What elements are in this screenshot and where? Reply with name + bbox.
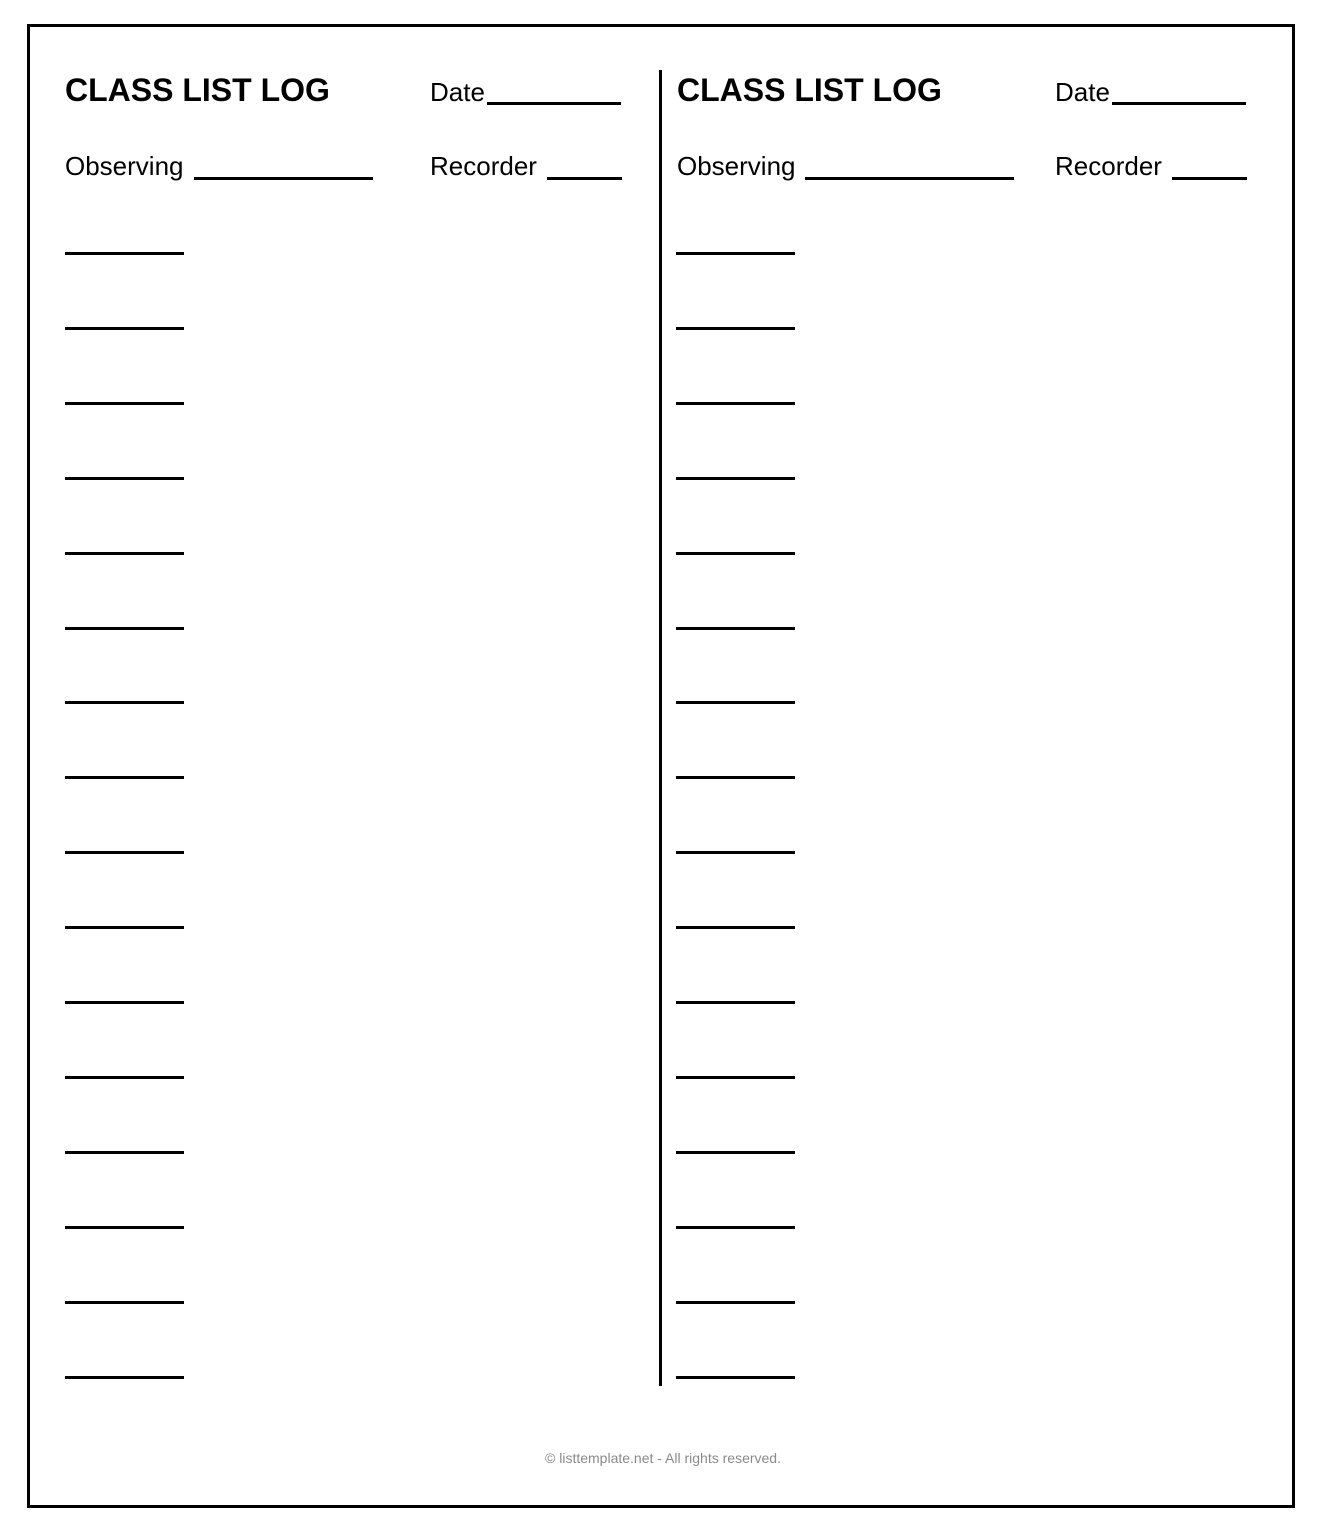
student-entry-line[interactable]: [65, 701, 184, 704]
student-entry-line[interactable]: [65, 402, 184, 405]
observing-label: Observing: [65, 151, 184, 181]
recorder-label: Recorder: [430, 151, 537, 181]
student-entry-line[interactable]: [676, 1076, 795, 1079]
student-entry-line[interactable]: [65, 1226, 184, 1229]
recorder-field[interactable]: [547, 177, 622, 180]
form-title: CLASS LIST LOG: [677, 72, 942, 108]
student-entry-line[interactable]: [676, 1376, 795, 1379]
copyright-footer: © listtemplate.net - All rights reserved.: [545, 1450, 781, 1466]
recorder-field[interactable]: [1172, 177, 1247, 180]
student-entry-line[interactable]: [65, 926, 184, 929]
student-entry-line[interactable]: [65, 1001, 184, 1004]
date-field[interactable]: [487, 102, 621, 105]
student-entry-line[interactable]: [676, 1151, 795, 1154]
student-entry-line[interactable]: [65, 851, 184, 854]
student-entry-line[interactable]: [676, 1226, 795, 1229]
student-entry-line[interactable]: [65, 1076, 184, 1079]
date-label: Date: [1055, 77, 1110, 107]
student-entry-line[interactable]: [676, 926, 795, 929]
student-entry-line[interactable]: [65, 776, 184, 779]
observing-label: Observing: [677, 151, 796, 181]
date-label: Date: [430, 77, 485, 107]
student-entry-line[interactable]: [65, 627, 184, 630]
student-entry-line[interactable]: [65, 252, 184, 255]
student-entry-line[interactable]: [65, 1376, 184, 1379]
recorder-label: Recorder: [1055, 151, 1162, 181]
observing-field[interactable]: [805, 177, 1014, 180]
student-entry-line[interactable]: [65, 477, 184, 480]
observing-field[interactable]: [194, 177, 373, 180]
student-entry-line[interactable]: [676, 552, 795, 555]
student-entry-line[interactable]: [65, 327, 184, 330]
form-title: CLASS LIST LOG: [65, 72, 330, 108]
student-entry-line[interactable]: [676, 627, 795, 630]
student-entry-line[interactable]: [676, 776, 795, 779]
date-field[interactable]: [1112, 102, 1246, 105]
student-entry-line[interactable]: [65, 552, 184, 555]
student-entry-line[interactable]: [676, 252, 795, 255]
student-entry-line[interactable]: [676, 327, 795, 330]
student-entry-line[interactable]: [676, 1301, 795, 1304]
student-entry-line[interactable]: [676, 851, 795, 854]
student-entry-line[interactable]: [676, 477, 795, 480]
student-entry-line[interactable]: [676, 701, 795, 704]
column-divider: [659, 70, 662, 1386]
student-entry-line[interactable]: [65, 1151, 184, 1154]
student-entry-line[interactable]: [676, 402, 795, 405]
student-entry-line[interactable]: [676, 1001, 795, 1004]
student-entry-line[interactable]: [65, 1301, 184, 1304]
